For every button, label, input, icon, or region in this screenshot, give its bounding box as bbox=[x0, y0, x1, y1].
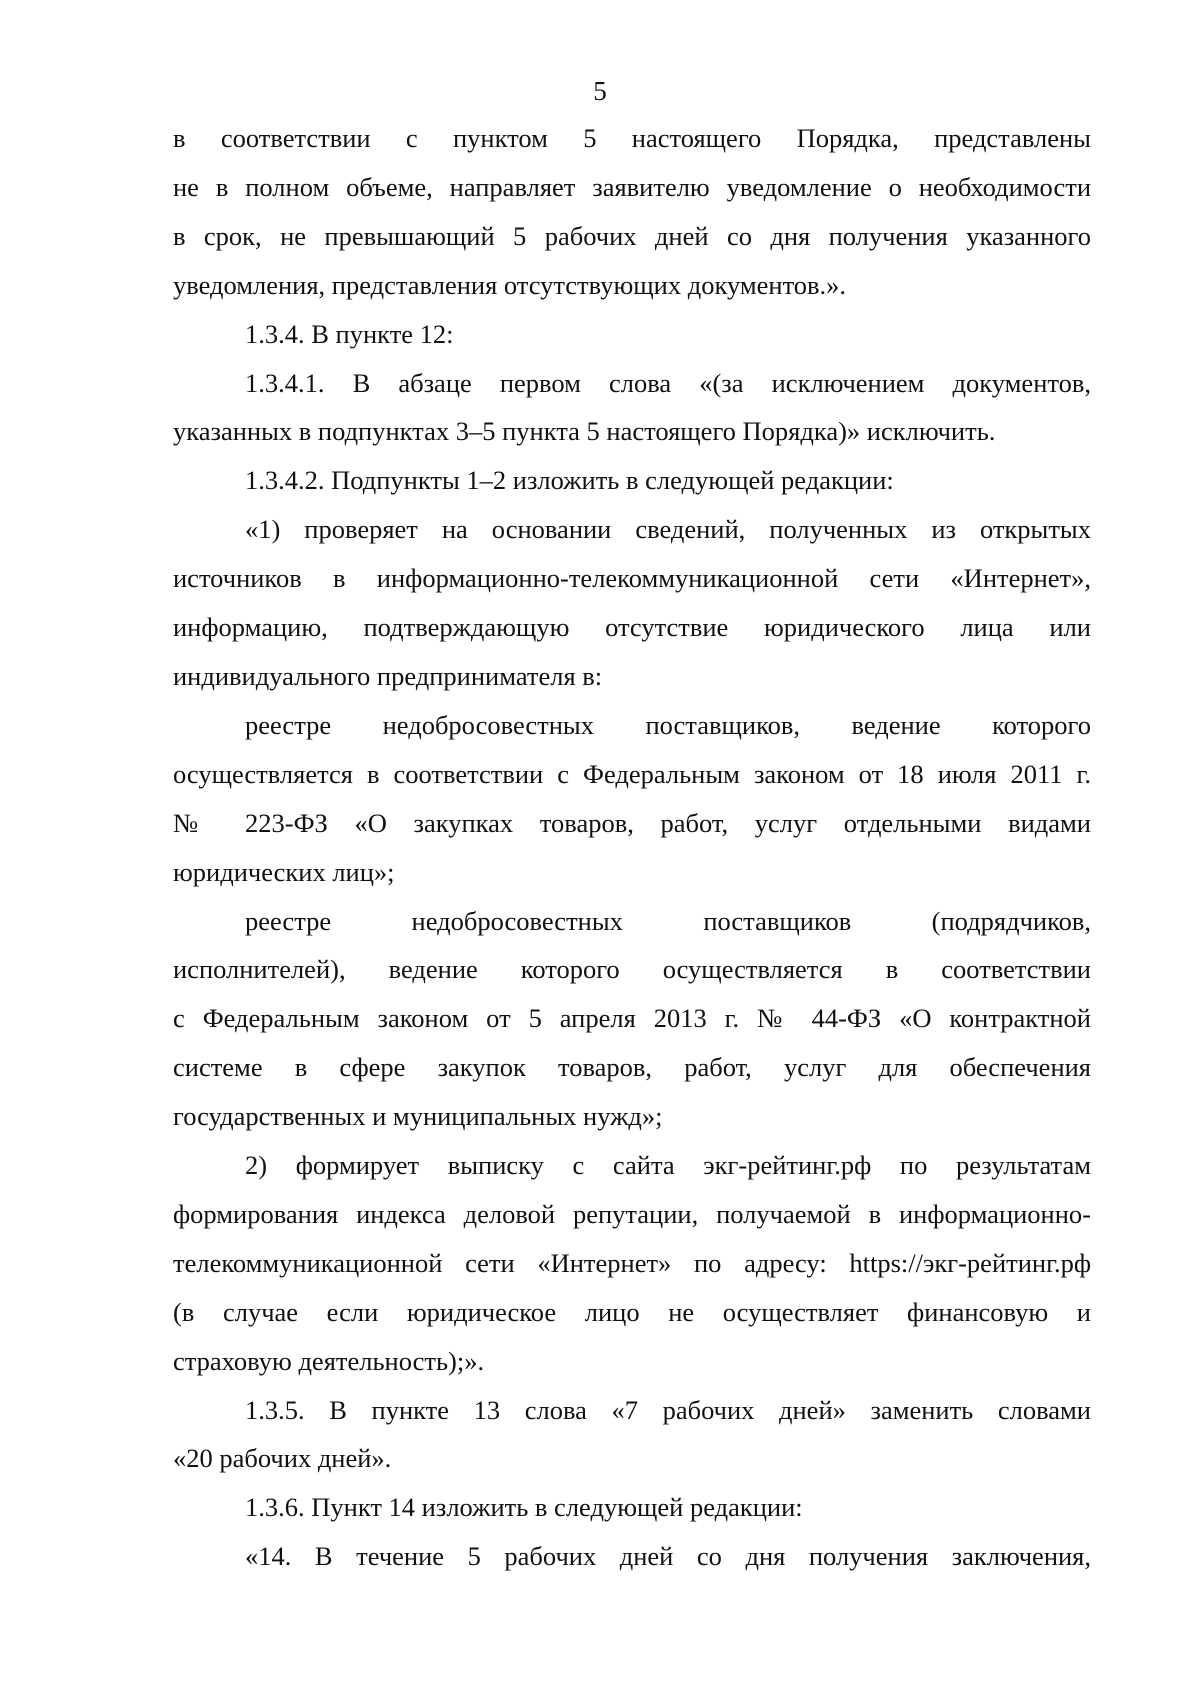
text-line: формирования индекса деловой репутации, получаемой в информационно- bbox=[173, 1198, 1091, 1229]
text-line: 1.3.6. Пункт 14 изложить в следующей редакции: bbox=[245, 1492, 803, 1523]
text-line: страховую деятельность);». bbox=[173, 1345, 485, 1376]
text-line: № 223-ФЗ «О закупках товаров, работ, услуг отдельными видами bbox=[173, 807, 1091, 838]
paragraph-subitem-2 bbox=[173, 1141, 1091, 1386]
text-line: реестре недобросовестных поставщиков (подрядчиков, bbox=[245, 905, 1091, 936]
text-line: указанных в подпунктах 3–5 пункта 5 настоящего Порядка)» исключить. bbox=[173, 416, 996, 447]
text-line: 1.3.4. В пункте 12: bbox=[245, 318, 454, 349]
text-line: исполнителей), ведение которого осуществляется в соответствии bbox=[173, 954, 1091, 985]
text-line: 2) формирует выписку с сайта экг-рейтинг.рф по результатам bbox=[245, 1150, 1091, 1181]
paragraph-registry-223 bbox=[173, 701, 1091, 897]
text-line: в срок, не превышающий 5 рабочих дней со дня получения указанного bbox=[173, 220, 1091, 251]
text-line: информацию, подтверждающую отсутствие юридического лица или bbox=[173, 612, 1091, 643]
text-line: «14. В течение 5 рабочих дней со дня получения заключения, bbox=[245, 1541, 1091, 1572]
text-line: «20 рабочих дней». bbox=[173, 1443, 392, 1474]
text-line: телекоммуникационной сети «Интернет» по адресу: https://экг-рейтинг.рф bbox=[173, 1247, 1091, 1278]
text-line: не в полном объеме, направляет заявителю уведомление о необходимости bbox=[173, 171, 1091, 202]
text-line: 1.3.4.1. В абзаце первом слова «(за исключением документов, bbox=[245, 367, 1091, 398]
paragraph-registry-44 bbox=[173, 897, 1091, 1142]
text-line: государственных и муниципальных нужд»; bbox=[173, 1101, 663, 1132]
text-line: юридических лиц»; bbox=[173, 856, 395, 887]
text-line: индивидуального предпринимателя в: bbox=[173, 660, 603, 691]
paragraph-subitem-1 bbox=[173, 505, 1091, 701]
text-line: с Федеральным законом от 5 апреля 2013 г. № 44-ФЗ «О контрактной bbox=[173, 1003, 1091, 1034]
text-line: в соответствии с пунктом 5 настоящего Порядка, представлены bbox=[173, 123, 1091, 153]
paragraph-1-3-5 bbox=[173, 1386, 1091, 1484]
text-line: источников в информационно-телекоммуникационной сети «Интернет», bbox=[173, 563, 1091, 594]
text-line: системе в сфере закупок товаров, работ, услуг для обеспечения bbox=[173, 1052, 1091, 1083]
text-line: реестре недобросовестных поставщиков, ведение которого bbox=[245, 709, 1091, 740]
text-line: (в случае если юридическое лицо не осуществляет финансовую и bbox=[173, 1296, 1091, 1327]
text-line: уведомления, представления отсутствующих документов.». bbox=[173, 269, 847, 300]
text-line: «1) проверяет на основании сведений, полученных из открытых bbox=[245, 514, 1091, 545]
document-body bbox=[173, 114, 1091, 1581]
page-number: 5 bbox=[593, 76, 607, 106]
paragraph-1-3-4-2 bbox=[173, 456, 1091, 505]
paragraph-1-3-4 bbox=[173, 310, 1091, 359]
text-line: осуществляется в соответствии с Федеральным законом от 18 июля 2011 г. bbox=[173, 758, 1091, 789]
paragraph-continuation bbox=[173, 114, 1091, 310]
text-line: 1.3.4.2. Подпункты 1–2 изложить в следующей редакции: bbox=[245, 465, 894, 496]
paragraph-item-14 bbox=[173, 1532, 1091, 1581]
text-line: 1.3.5. В пункте 13 слова «7 рабочих дней» заменить словами bbox=[245, 1394, 1091, 1425]
paragraph-1-3-6 bbox=[173, 1483, 1091, 1532]
paragraph-1-3-4-1 bbox=[173, 359, 1091, 457]
